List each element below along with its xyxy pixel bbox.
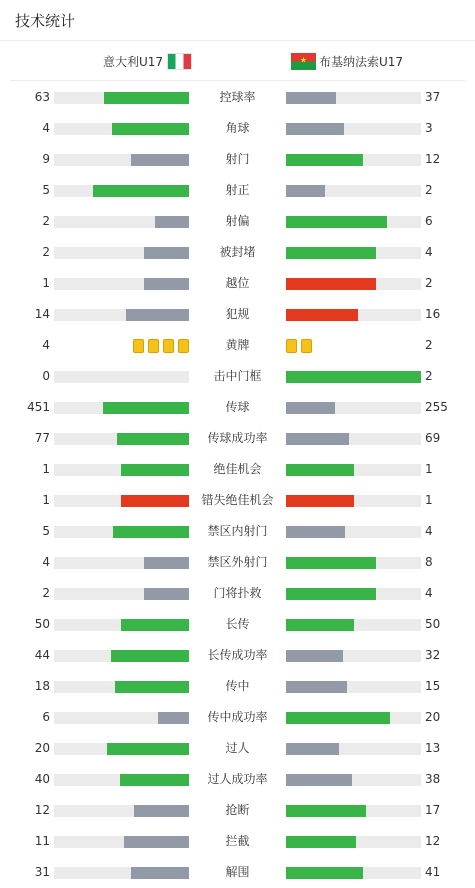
home-bar-track: [54, 681, 189, 693]
home-bar-track: [54, 836, 189, 848]
away-bar: [286, 712, 390, 724]
away-value: 4: [425, 524, 433, 538]
away-bar: [286, 619, 354, 631]
away-bar: [286, 92, 336, 104]
away-bar: [286, 650, 343, 662]
home-bar: [131, 154, 189, 166]
stat-label: 传中成功率: [207, 710, 268, 724]
away-value: 255: [425, 400, 448, 414]
away-value: 2: [425, 276, 433, 290]
home-value: 11: [34, 834, 50, 848]
away-value: 17: [425, 803, 441, 817]
home-bar-track: [54, 712, 189, 724]
away-value: 38: [425, 772, 441, 786]
away-value: 1: [425, 493, 433, 507]
stat-row: [0, 702, 475, 733]
away-bar: [286, 836, 356, 848]
stat-label: 禁区内射门: [207, 524, 268, 538]
stat-label: 射门: [225, 152, 250, 166]
away-bar-track: [286, 185, 421, 197]
stat-row: [0, 764, 475, 795]
home-value: 14: [34, 307, 50, 321]
stat-label: 绝佳机会: [213, 462, 262, 476]
home-bar-track: [54, 619, 189, 631]
home-value: 20: [34, 741, 50, 755]
away-yellow-cards: [286, 339, 421, 353]
home-value: 77: [34, 431, 50, 445]
away-bar: [286, 495, 354, 507]
away-bar-track: [286, 402, 421, 414]
home-bar-track: [54, 650, 189, 662]
home-value: 31: [34, 865, 50, 879]
away-bar-track: [286, 650, 421, 662]
home-value: 2: [42, 245, 50, 259]
home-bar: [120, 774, 189, 786]
away-team-name: 布基纳法索U17: [319, 54, 404, 69]
away-bar: [286, 774, 352, 786]
stat-label: 被封堵: [219, 245, 256, 259]
home-bar-track: [54, 743, 189, 755]
away-value: 4: [425, 586, 433, 600]
home-bar-track: [54, 123, 189, 135]
away-bar: [286, 464, 354, 476]
home-team-name: 意大利U17: [103, 54, 164, 69]
away-bar-track: [286, 154, 421, 166]
stat-row: [0, 268, 475, 299]
home-bar-track: [54, 464, 189, 476]
away-bar-track: [286, 495, 421, 507]
away-value: 6: [425, 214, 433, 228]
yellow-card-icon: [178, 339, 189, 353]
stat-label: 拦截: [225, 834, 250, 848]
away-bar-track: [286, 278, 421, 290]
stat-row: [0, 361, 475, 392]
away-bar-track: [286, 216, 421, 228]
stat-row: [0, 330, 475, 361]
away-bar: [286, 433, 349, 445]
home-yellow-cards: [54, 339, 189, 353]
home-bar: [144, 247, 189, 259]
stat-row: [0, 857, 475, 888]
home-value: 50: [34, 617, 50, 631]
home-bar-track: [54, 216, 189, 228]
away-bar: [286, 278, 376, 290]
stat-row: [0, 640, 475, 671]
away-bar: [286, 123, 344, 135]
home-bar-track: [54, 154, 189, 166]
yellow-card-icon: [148, 339, 159, 353]
away-bar-track: [286, 774, 421, 786]
home-bar-track: [54, 774, 189, 786]
home-value: 2: [42, 214, 50, 228]
away-bar-track: [286, 557, 421, 569]
stat-row: [0, 454, 475, 485]
stat-label: 黄牌: [225, 338, 250, 352]
away-value: 2: [425, 183, 433, 197]
stat-row: [0, 392, 475, 423]
home-bar: [158, 712, 189, 724]
yellow-card-icon: [133, 339, 144, 353]
home-bar-track: [54, 526, 189, 538]
away-bar: [286, 371, 421, 383]
stat-label: 传球成功率: [207, 431, 268, 445]
stat-label: 解围: [225, 865, 250, 879]
stat-label: 错失绝佳机会: [201, 493, 274, 507]
away-bar-track: [286, 433, 421, 445]
home-value: 1: [42, 276, 50, 290]
home-bar-track: [54, 278, 189, 290]
home-bar: [117, 433, 189, 445]
stat-row: [0, 485, 475, 516]
home-bar: [93, 185, 189, 197]
away-bar-track: [286, 92, 421, 104]
away-bar-track: [286, 867, 421, 879]
home-bar-track: [54, 495, 189, 507]
yellow-card-icon: [286, 339, 297, 353]
home-bar: [121, 464, 189, 476]
away-value: 2: [425, 369, 433, 383]
away-bar: [286, 309, 358, 321]
home-bar: [144, 588, 189, 600]
home-bar: [124, 836, 189, 848]
yellow-card-icon: [301, 339, 312, 353]
stat-label: 长传: [225, 617, 250, 631]
home-value: 2: [42, 586, 50, 600]
home-value: 18: [34, 679, 50, 693]
home-bar-track: [54, 867, 189, 879]
away-value: 16: [425, 307, 441, 321]
home-bar: [131, 867, 189, 879]
away-team: [291, 41, 403, 81]
away-bar: [286, 154, 363, 166]
yellow-card-icon: [163, 339, 174, 353]
stat-row: [0, 299, 475, 330]
stat-label: 过人成功率: [207, 772, 268, 786]
home-value: 451: [27, 400, 50, 414]
stat-row: [0, 113, 475, 144]
away-value: 20: [425, 710, 441, 724]
stat-row: [0, 175, 475, 206]
stat-label: 控球率: [219, 90, 256, 104]
stat-label: 禁区外射门: [207, 555, 268, 569]
home-bar: [121, 619, 189, 631]
home-bar: [103, 402, 189, 414]
away-value: 2: [425, 338, 433, 352]
away-bar-track: [286, 371, 421, 383]
stat-row: [0, 423, 475, 454]
stat-label: 传中: [225, 679, 250, 693]
away-bar-track: [286, 526, 421, 538]
stat-label: 长传成功率: [207, 648, 268, 662]
stat-row: [0, 144, 475, 175]
away-bar-track: [286, 712, 421, 724]
away-bar: [286, 743, 339, 755]
home-bar: [134, 805, 189, 817]
stat-row: [0, 826, 475, 857]
away-value: 15: [425, 679, 441, 693]
home-bar: [121, 495, 189, 507]
stat-row: [0, 609, 475, 640]
away-bar-track: [286, 247, 421, 259]
home-bar: [115, 681, 189, 693]
home-bar-track: [54, 247, 189, 259]
home-value: 5: [42, 183, 50, 197]
team-header: [10, 41, 465, 81]
home-value: 44: [34, 648, 50, 662]
stat-label: 射偏: [225, 214, 250, 228]
stat-label: 越位: [225, 276, 250, 290]
italy-flag-icon: [167, 53, 192, 70]
stat-row: [0, 547, 475, 578]
home-value: 0: [42, 369, 50, 383]
away-bar: [286, 402, 335, 414]
home-bar-track: [54, 557, 189, 569]
home-value: 4: [42, 121, 50, 135]
home-bar-track: [54, 805, 189, 817]
home-value: 1: [42, 462, 50, 476]
home-value: 1: [42, 493, 50, 507]
away-value: 12: [425, 152, 441, 166]
home-value: 63: [34, 90, 50, 104]
away-bar: [286, 526, 345, 538]
home-bar: [144, 557, 189, 569]
home-bar: [155, 216, 189, 228]
home-bar-track: [54, 92, 189, 104]
away-bar-track: [286, 464, 421, 476]
stat-label: 击中门框: [213, 369, 262, 383]
away-value: 41: [425, 865, 441, 879]
home-bar-track: [54, 588, 189, 600]
away-value: 3: [425, 121, 433, 135]
home-bar-track: [54, 185, 189, 197]
away-bar: [286, 867, 363, 879]
home-value: 6: [42, 710, 50, 724]
away-value: 1: [425, 462, 433, 476]
stat-row: [0, 578, 475, 609]
stat-label: 犯规: [225, 307, 250, 321]
home-bar-track: [54, 309, 189, 321]
away-value: 12: [425, 834, 441, 848]
stat-row: [0, 237, 475, 268]
away-bar-track: [286, 805, 421, 817]
away-bar-track: [286, 619, 421, 631]
stat-label: 角球: [225, 121, 250, 135]
home-value: 4: [42, 338, 50, 352]
home-bar: [104, 92, 189, 104]
home-bar: [126, 309, 189, 321]
home-bar: [113, 526, 189, 538]
home-bar: [112, 123, 189, 135]
away-bar-track: [286, 588, 421, 600]
home-bar-track: [54, 402, 189, 414]
away-bar-track: [286, 836, 421, 848]
away-bar: [286, 557, 376, 569]
away-bar-track: [286, 681, 421, 693]
away-value: 32: [425, 648, 441, 662]
stat-row: [0, 516, 475, 547]
home-bar-track: [54, 433, 189, 445]
away-bar: [286, 185, 325, 197]
stat-row: [0, 82, 475, 113]
stat-label: 过人: [225, 741, 250, 755]
stat-row: [0, 206, 475, 237]
home-bar-track: [54, 371, 189, 383]
home-bar: [107, 743, 189, 755]
away-bar: [286, 216, 387, 228]
home-bar: [144, 278, 189, 290]
home-value: 9: [42, 152, 50, 166]
home-value: 12: [34, 803, 50, 817]
away-bar-track: [286, 309, 421, 321]
section-header: [0, 0, 475, 41]
home-value: 5: [42, 524, 50, 538]
home-value: 4: [42, 555, 50, 569]
away-value: 69: [425, 431, 441, 445]
away-value: 13: [425, 741, 441, 755]
burkina-faso-flag-icon: ★: [291, 53, 316, 70]
home-value: 40: [34, 772, 50, 786]
home-bar: [111, 650, 189, 662]
away-bar-track: [286, 123, 421, 135]
stat-row: [0, 795, 475, 826]
away-bar: [286, 588, 376, 600]
away-value: 37: [425, 90, 441, 104]
away-value: 8: [425, 555, 433, 569]
stat-label: 射正: [225, 183, 250, 197]
away-bar-track: [286, 743, 421, 755]
away-value: 4: [425, 245, 433, 259]
stat-row: [0, 671, 475, 702]
stat-label: 抢断: [225, 803, 250, 817]
stat-label: 传球: [225, 400, 250, 414]
home-team: [103, 41, 192, 81]
page-title: 技术统计: [15, 11, 76, 30]
stat-row: [0, 733, 475, 764]
stat-label: 门将扑救: [213, 586, 262, 600]
away-bar: [286, 247, 376, 259]
away-value: 50: [425, 617, 441, 631]
away-bar: [286, 681, 347, 693]
away-bar: [286, 805, 366, 817]
